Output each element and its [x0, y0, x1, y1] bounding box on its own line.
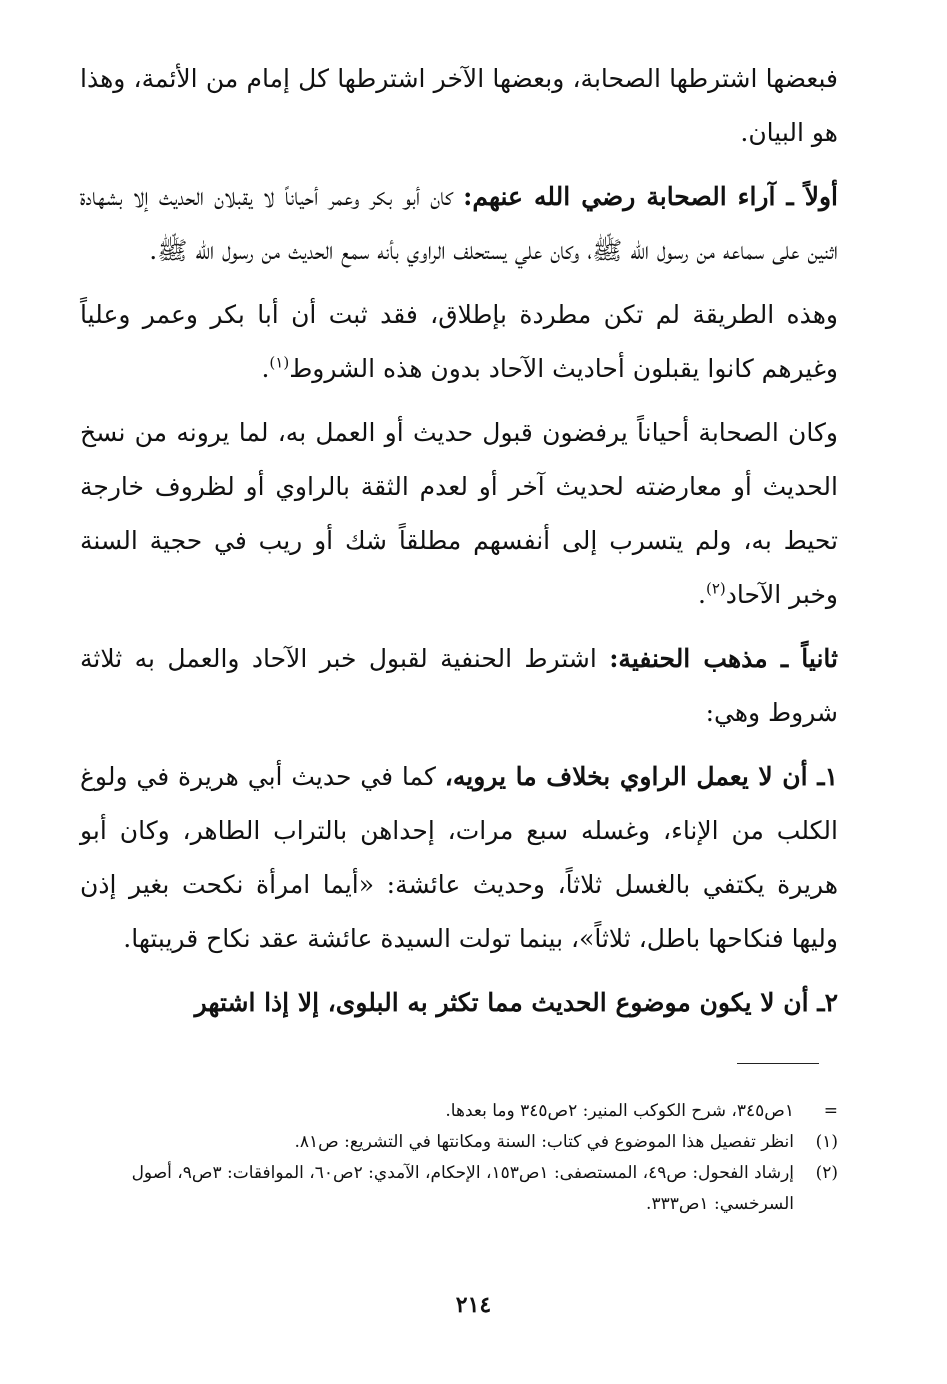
- paragraph-7: [80, 976, 838, 1030]
- paragraph-4: [80, 406, 838, 622]
- paragraph-1-text: فبعضها اشترطها الصحابة، وبعضها الآخر اشترطها كل إمام من الأئمة، وهذا هو البيان.: [80, 64, 838, 147]
- footnote-text: إرشاد الفحول: ص٤٩، المستصفى: ١ص١٥٣، الإحكام، الآمدي: ٢ص٦٠، الموافقات: ٣ص٩، أصول السرخسي: ١ص٣٣٣.: [131, 1163, 794, 1214]
- footnotes: [80, 1096, 838, 1220]
- condition-1-heading: ١ـ أن لا يعمل الراوي بخلاف ما يرويه،: [444, 762, 838, 791]
- paragraph-3-text: وهذه الطريقة لم تكن مطردة بإطلاق، فقد ثبت أن أبا بكر وعمر وعلياً وغيرهم كانوا يقبلون أحاديث الآحاد بدون هذه الشروط: [80, 300, 838, 383]
- paragraph-5: [80, 632, 838, 740]
- condition-1-text: كما في حديث أبي هريرة في ولوغ الكلب من الإناء، وغسله سبع مرات، إحداهن بالتراب الطاهر، وكان أبو هريرة يكتفي بالغسل ثلاثاً، وحديث عائشة: «أيما امرأة نكحت بغير إذن وليها فنكاحها باطل، ثلاثاً»، بينما تولت السيدة عائشة عقد نكاح قريبتها.: [80, 762, 838, 953]
- main-text: [80, 52, 838, 1040]
- footnote-text: ١ص٣٤٥، شرح الكوكب المنير: ٢ص٣٤٥ وما بعدها.: [445, 1101, 794, 1121]
- paragraph-3-tail: .: [261, 354, 270, 383]
- footnote-2: [80, 1158, 838, 1220]
- footnote-mark: (١): [815, 1132, 838, 1152]
- footnote-1: [80, 1127, 838, 1158]
- footnote-text: انظر تفصيل هذا الموضوع في كتاب: السنة ومكانتها في التشريع: ص٨١.: [294, 1132, 794, 1152]
- paragraph-3: [80, 288, 838, 396]
- footnote-divider: [737, 1063, 819, 1064]
- footnote-mark: (٢): [815, 1163, 838, 1183]
- paragraph-1: [80, 52, 838, 160]
- paragraph-2-heading: أولاً ـ آراء الصحابة رضي الله عنهم:: [463, 182, 838, 211]
- paragraph-2-text: كان أبو بكر وعمر أحياناً لا يقبلان الحديث إلا بشهادة اثنين على سماعه من رسول الله ﷺ، وكان علي يستحلف الراوي بأنه سمع الحديث من رسول الله ﷺ.: [80, 182, 838, 265]
- paragraph-2: [80, 170, 838, 278]
- paragraph-6: [80, 750, 838, 966]
- paragraph-5-heading: ثانياً ـ مذهب الحنفية:: [609, 644, 838, 673]
- page-number: ٢١٤: [455, 1292, 492, 1318]
- footnote-mark: =: [823, 1101, 838, 1121]
- footnote-ref-2[interactable]: (٢): [705, 579, 726, 598]
- footnote-continued: [80, 1096, 838, 1127]
- paragraph-5-text: اشترط الحنفية لقبول خبر الآحاد والعمل به ثلاثة شروط وهي:: [80, 644, 838, 727]
- footnote-ref-1[interactable]: (١): [269, 353, 290, 372]
- paragraph-4-tail: .: [698, 580, 706, 609]
- paragraph-4-text: وكان الصحابة أحياناً يرفضون قبول حديث أو العمل به، لما يرونه من نسخ الحديث أو معارضته لحديث آخر أو لعدم الثقة بالراوي أو لظروف خارجة تحيط به، ولم يتسرب إلى أنفسهم مطلقاً شك أو ريب في حجية السنة وخبر الآحاد: [80, 418, 838, 609]
- condition-2-heading: ٢ـ أن لا يكون موضوع الحديث مما تكثر به البلوى، إلا إذا اشتهر: [194, 988, 838, 1017]
